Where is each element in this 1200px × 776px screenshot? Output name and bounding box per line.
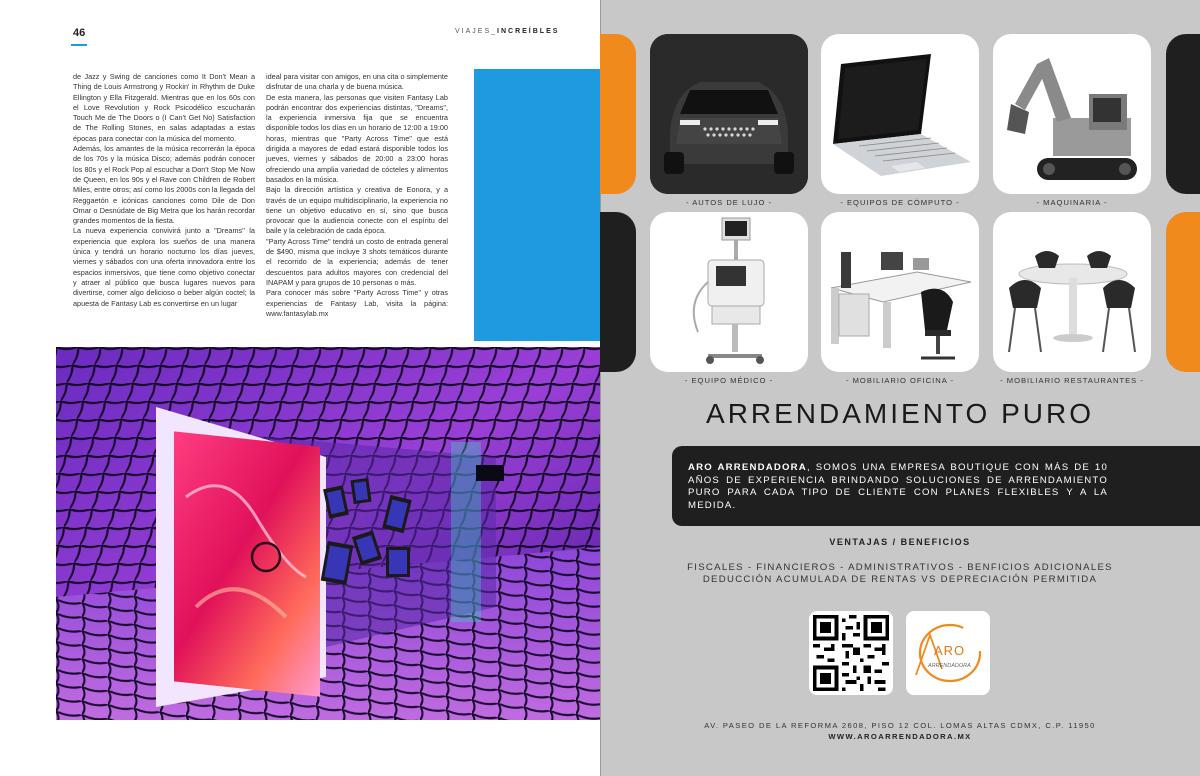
product-equipos-de-computo: [821, 34, 979, 207]
product-label: - MAQUINARIA -: [1036, 198, 1108, 207]
aro-arrendadora-logo: [906, 611, 990, 695]
immersive-room-photo: [56, 347, 600, 720]
product-label: - EQUIPO MÉDICO -: [684, 376, 774, 385]
headline-arrendamiento-puro: ARRENDAMIENTO PURO: [706, 398, 1094, 429]
company-name: ARO ARRENDADORA: [688, 462, 807, 473]
product-card: [821, 34, 979, 194]
qr-code-icon: [813, 615, 889, 691]
company-description-text: , SOMOS UNA EMPRESA BOUTIQUE CON MÁS DE 10 AÑOS DE EXPERIENCIA BRINDANDO SOLUCIONES DE ARRENDAMIENTO PURO PARA CADA TIPO DE CLIENTE CON PLANES FLEXIBLES Y A LA MEDIDA.: [688, 462, 1108, 511]
accent-blue-block: [474, 69, 600, 341]
page-number: 46: [73, 27, 86, 39]
product-label: - EQUIPOS DE CÓMPUTO -: [840, 198, 960, 207]
benefits-detail: DEDUCCIÓN ACUMULADA DE RENTAS VS DEPRECIACIÓN PERMITIDA: [702, 574, 1098, 585]
laptop-icon: [821, 34, 979, 194]
product-label: - AUTOS DE LUJO -: [685, 198, 773, 207]
logo-subtext: ARRENDADORA: [928, 663, 971, 669]
section-label-light: VIAJES: [455, 28, 492, 35]
company-description-box: [672, 446, 1200, 526]
article-paragraph: ideal para visitar con amigos, en una cita o simplemente disfrutar de una charla y de buena música.: [266, 72, 448, 92]
excavator-icon: [993, 34, 1151, 194]
article-paragraph: de Jazz y Swing de canciones como It Don't Mean a Thing de Louis Armstrong y Rockin' in Rhythm de Duke Ellington y Ella Fitzgerald. Mientras que en los 60s con el Love Revolution y Rock Psicodélico escucharán Touch Me de The Doors o (I Can't Get No) Satisfaction de The Rolling Stones, en salas adaptadas a estas épocas para conectar con la música del momento.: [73, 72, 255, 143]
product-card: [821, 212, 979, 372]
product-maquinaria: [993, 34, 1151, 207]
section-label: VIAJES_INCREÍBLES: [455, 28, 560, 35]
company-description: [688, 462, 1108, 512]
benefits-title: VENTAJAS / BENEFICIOS: [829, 537, 971, 547]
article-paragraph: Bajo la dirección artística y creativa de Eonora, y a través de un equipo multidisciplinario, la experiencia no tiene un objetivo educativo en sí, sino que busca provocar que la audiencia conecte con el espíritu del baile y la celebración de cada época.: [266, 185, 448, 236]
article-paragraph: De esta manera, las personas que visiten Fantasy Lab podrán encontrar dos experiencias distintas, "Dreams", la experiencia inmersiva fija que se encuentra disponible todos los días en un horario de 12:00 a 19:00 horas, mientras que "Party Across Time" que está dirigida a mayores de edad estará disponible todos los jueves, viernes y sábados de 20:00 a 23:00 horas ofreciendo una amplia variedad de cócteles y alimentos basados en la música.: [266, 92, 448, 184]
article-paragraph: Para conocer más sobre "Party Across Time" y otras experiencias de Fantasy Lab, visita la página: www.fantasylab.mx: [266, 288, 448, 318]
orange-side-tab: [1166, 212, 1200, 372]
product-label: - MOBILIARIO RESTAURANTES -: [1000, 376, 1144, 385]
article-paragraph: La nueva experiencia convivirá junto a "Dreams" la experiencia que explora los sueños de una manera única y tendrá un horario nocturno los días jueves, viernes y sábados con una oferta innovadora entre los espacios inmersivos, que tiene como objetivo conectar y atraer al público que busca lugares nuevos para divertirse, comer algo delicioso o beber algún coctel; la apuesta de Fantasy Lab es convertirse en un lugar: [73, 226, 255, 308]
product-card: [650, 34, 808, 194]
product-autos-de-lujo: [650, 34, 808, 207]
car-icon: [650, 34, 808, 194]
product-card: [650, 212, 808, 372]
product-mobiliario-oficina: [821, 212, 979, 385]
restaurant-table-icon: [993, 212, 1151, 372]
immersive-room-illustration: [56, 347, 600, 720]
product-label: - MOBILIARIO OFICINA -: [845, 376, 955, 385]
qr-code[interactable]: [809, 611, 893, 695]
product-card: [993, 34, 1151, 194]
product-equipo-medico: [650, 212, 808, 385]
product-mobiliario-restaurantes: [993, 212, 1151, 385]
article-paragraph: Además, los amantes de la música recorrerán la época de los 70s y la música Disco; además podrán conocer los 80s y el Rock Pop al escuchar a Don't Stop Me Now de Queen, en los 90s y el Rave con Children de Robert Miles, entre otros; así como los 2000s con la llegada del Reggaetón e icónicas canciones como Dile de Don Omar o Desnúdate de Big Metra que los harán recordar grandes momentos de la fiesta.: [73, 144, 255, 226]
article-column-1: [73, 72, 255, 309]
section-label-bold: INCREÍBLES: [497, 28, 560, 35]
orange-side-tab: [600, 34, 636, 194]
office-desk-icon: [821, 212, 979, 372]
dark-side-tab: [600, 212, 636, 372]
aro-logo-icon: [906, 611, 990, 695]
article-column-2: [266, 72, 448, 319]
company-address: AV. PASEO DE LA REFORMA 2608, PISO 12 COL. LOMAS ALTAS CDMX, C.P. 11950: [704, 721, 1096, 730]
right-page-advertisement: [600, 0, 1200, 776]
article-paragraph: "Party Across Time" tendrá un costo de entrada general de $490, misma que incluye 3 shots temáticos durante el recorrido de la experiencia; además de tener descuentos para adultos mayores con credencial del INAPAM y para grupos de 10 personas o más.: [266, 236, 448, 287]
benefits-list: FISCALES - FINANCIEROS - ADMINISTRATIVOS - BENFICIOS ADICIONALES: [687, 562, 1113, 573]
company-website-link[interactable]: WWW.AROARRENDADORA.MX: [828, 732, 972, 741]
page-number-underline: [71, 44, 87, 46]
medical-monitor-icon: [650, 212, 808, 372]
product-card: [993, 212, 1151, 372]
dark-side-tab: [1166, 34, 1200, 194]
logo-wordmark: ARO: [934, 643, 966, 658]
